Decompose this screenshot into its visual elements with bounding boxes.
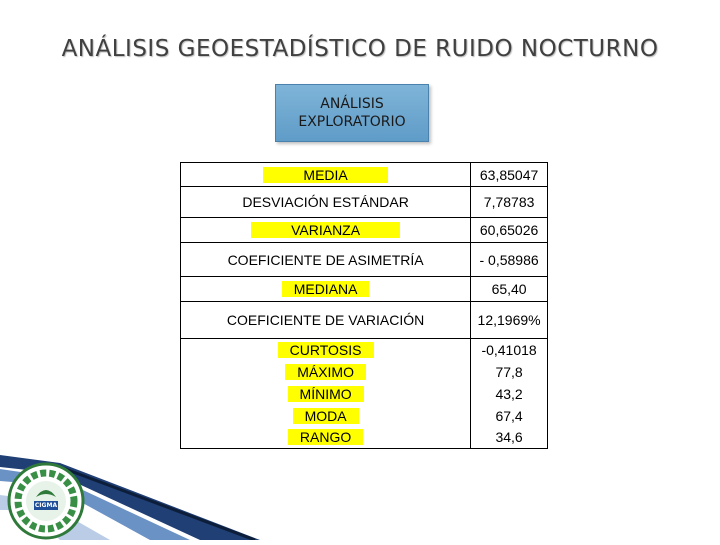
table-row: [181, 277, 548, 302]
page-title: ANÁLISIS GEOESTADÍSTICO DE RUIDO NOCTURNO: [61, 36, 659, 62]
stat-label: MÁXIMO: [285, 364, 366, 380]
stat-value: -0,41018: [471, 339, 548, 361]
table-row: [181, 243, 548, 277]
stat-label: COEFICIENTE DE ASIMETRÍA: [227, 251, 424, 268]
stat-value: 65,40: [471, 277, 548, 302]
stat-label: VARIANZA: [251, 222, 400, 238]
table-row: [181, 163, 548, 187]
table-row: [181, 187, 548, 218]
cigma-logo-icon: [6, 461, 86, 541]
stat-label: MODA: [293, 408, 359, 424]
logo-text: CIGMA: [34, 502, 58, 509]
stat-value: 63,85047: [471, 163, 548, 187]
stat-value: 43,2: [471, 383, 548, 405]
section-badge: [275, 84, 429, 142]
stat-label: MÍNIMO: [288, 386, 364, 402]
stat-label: DESVIACIÓN ESTÁNDAR: [242, 194, 409, 210]
table-row: [181, 302, 548, 339]
stat-label: MEDIANA: [282, 281, 370, 297]
stat-value: 77,8: [471, 361, 548, 383]
table-row: [181, 339, 548, 361]
stat-label: COEFICIENTE DE VARIACIÓN: [226, 312, 425, 328]
table-row: [181, 405, 548, 427]
stat-label: RANGO: [288, 429, 363, 445]
stat-value: 60,65026: [471, 218, 548, 243]
stat-value: 7,78783: [471, 187, 548, 218]
stat-value: - 0,58986: [471, 243, 548, 277]
stat-value: 12,1969%: [471, 302, 548, 339]
statistics-table: [180, 162, 548, 449]
table-row: [181, 383, 548, 405]
stat-value: 67,4: [471, 405, 548, 427]
stat-label: MEDIA: [263, 167, 387, 183]
stat-value: 34,6: [471, 427, 548, 449]
table-row: [181, 218, 548, 243]
footer-decoration: [0, 455, 260, 540]
badge-line-1: ANÁLISIS: [320, 96, 384, 112]
table-row: [181, 427, 548, 449]
stat-label: CURTOSIS: [278, 342, 374, 358]
badge-line-2: EXPLORATORIO: [298, 114, 406, 130]
table-row: [181, 361, 548, 383]
